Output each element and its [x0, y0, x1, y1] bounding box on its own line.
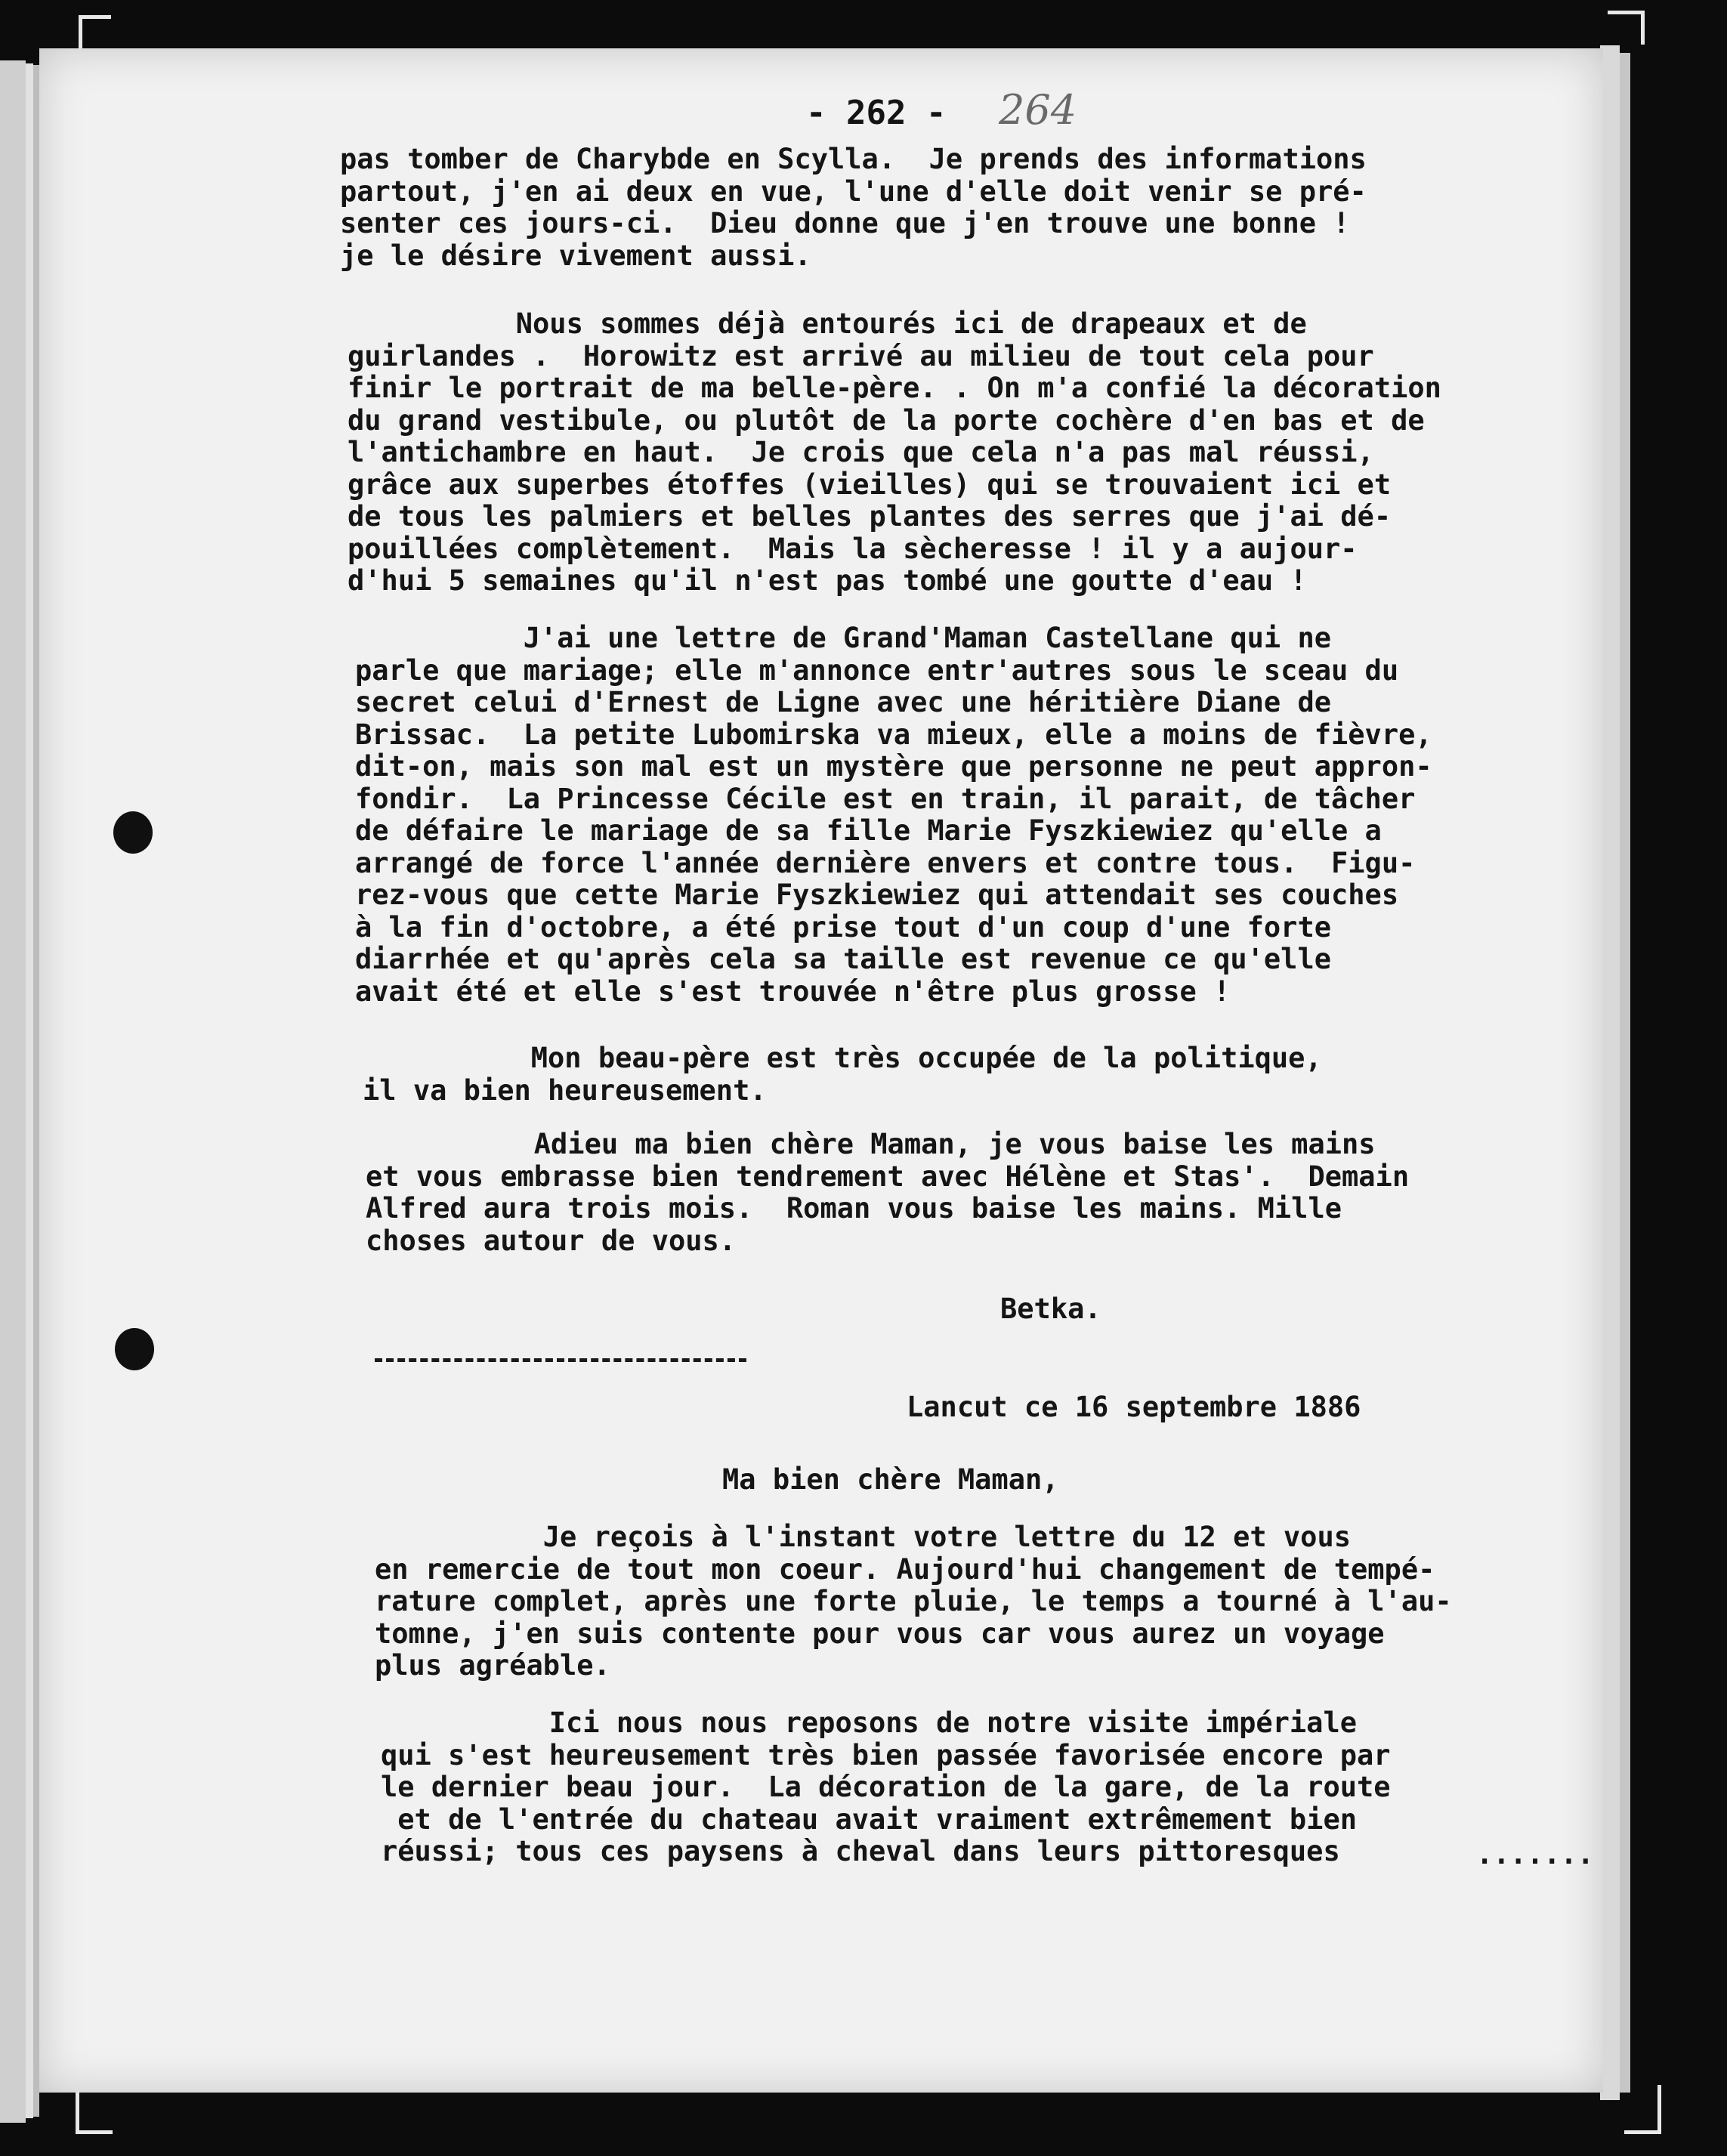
page-stack-edge-right [1620, 53, 1630, 2093]
page-number-handwritten: 264 [999, 86, 1077, 134]
document-page [39, 48, 1603, 2093]
paragraph: pas tomber de Charybde en Scylla. Je prends des informations partout, j'en ai deux en vue, l'une d'elle doit venir se pré- senter ces jours-ci. Dieu donne que j'en trouve une bonne ! je le désire vivement aussi. [340, 143, 1367, 272]
salutation: Ma bien chère Maman, [722, 1463, 1059, 1496]
page-number: - 262 - [806, 94, 947, 132]
letter-separator [375, 1358, 746, 1362]
crop-mark-bottom-right [1624, 2085, 1661, 2134]
paragraph: Je reçois à l'instant votre lettre du 12 et vous en remercie de tout mon coeur. Aujourd'hui changement de tempé- rature complet, après une forte pluie, le temps a tourné à l'au- tomne, j'en suis contente pour vous car vous aurez un voyage plus agréable. [375, 1521, 1452, 1682]
page-stack-edge-left [0, 60, 26, 2123]
paragraph: Mon beau-père est très occupée de la politique, il va bien heureusement. [363, 1042, 1322, 1107]
crop-mark-top-right [1608, 11, 1645, 45]
page-stack-edge-left [33, 65, 39, 2117]
signature: Betka. [1000, 1293, 1101, 1325]
crop-mark-top-left [79, 15, 111, 49]
punch-hole [115, 1328, 154, 1370]
paragraph: Nous sommes déjà entourés ici de drapeaux et de guirlandes . Horowitz est arrivé au milieu de tout cela pour finir le portrait de ma belle-père. . On m'a confié la décoration du grand vestibule, ou plutôt de la porte cochère d'en bas et de l'antichambre en haut. Je crois que cela n'a pas mal réussi, grâce aux superbes étoffes (vieilles) qui se trouvaient ici et de tous les palmiers et belles plantes des serres que j'ai dé- pouillées complètement. Mais la sècheresse ! il y a aujour- d'hui 5 semaines qu'il n'est pas tombé une goutte d'eau ! [348, 307, 1441, 597]
continuation-mark: ....... [1476, 1838, 1594, 1870]
punch-hole [113, 811, 153, 854]
paragraph: Adieu ma bien chère Maman, je vous baise les mains et vous embrasse bien tendrement avec Hélène et Stas'. Demain Alfred aura trois mois. Roman vous baise les mains. Mille choses autour de vous. [366, 1128, 1410, 1257]
crop-mark-bottom-left [76, 2093, 113, 2134]
paragraph: J'ai une lettre de Grand'Maman Castellane qui ne parle que mariage; elle m'annonce entr'autres sous le sceau du secret celui d'Ernest de Ligne avec une héritière Diane de Brissac. La petite Lubomirska va mieux, elle a moins de fièvre, dit-on, mais son mal est un mystère que personne ne peut appron- fondir. La Princesse Cécile est en train, il parait, de tâcher de défaire le mariage de sa fille Marie Fyszkiewiez qu'elle a arrangé de force l'année dernière envers et contre tous. Figu- rez-vous que cette Marie Fyszkiewiez qui attendait ses couches à la fin d'octobre, a été prise tout d'un coup d'une forte diarrhée et qu'après cela sa taille est revenue ce qu'elle avait été et elle s'est trouvée n'être plus grosse ! [355, 622, 1432, 1008]
paragraph: Ici nous nous reposons de notre visite impériale qui s'est heureusement très bien passée favorisée encore par le dernier beau jour. La décoration de la gare, de la route et de l'entrée du chateau avait vraiment extrêmement bien réussi; tous ces paysens à cheval dans leurs pittoresques [381, 1707, 1391, 1867]
letter-place-date: Lancut ce 16 septembre 1886 [907, 1391, 1361, 1423]
page-stack-edge-left [26, 63, 33, 2118]
